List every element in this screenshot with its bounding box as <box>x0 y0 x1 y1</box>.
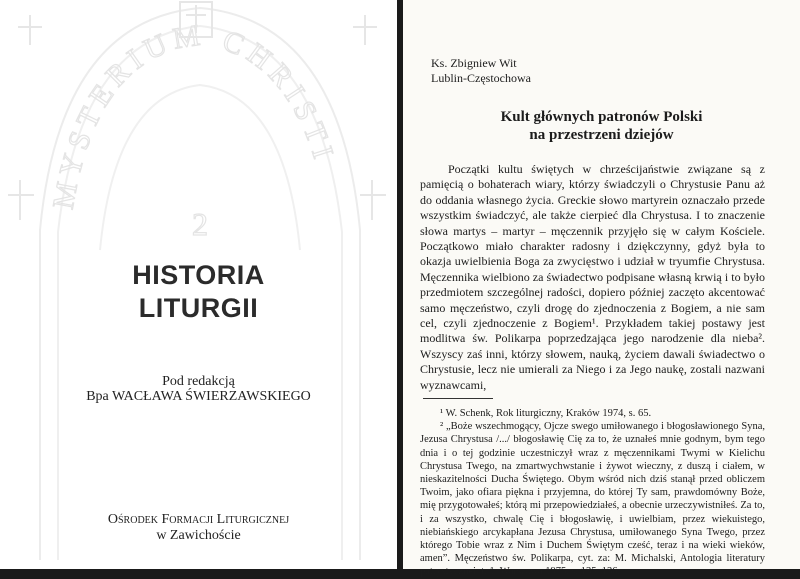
footnote-divider <box>423 398 493 399</box>
article-title-line1: Kult głównych patronów Polski <box>500 109 703 125</box>
article-location: Lublin-Częstochowa <box>431 71 531 85</box>
book-cover <box>0 0 397 569</box>
footnotes <box>420 407 765 579</box>
cover-title-line2: LITURGII <box>138 293 259 323</box>
editor-label: Pod redakcją <box>162 374 235 389</box>
editor-name: Bpa WACŁAWA ŚWIERZAWSKIEGO <box>86 389 311 404</box>
embossed-arch-text: MYSTERIUM CHRISTI <box>46 17 342 212</box>
body-paragraph: Początki kultu świętych w chrześcijaństwie związane są z pamięcią o bohaterach wiary, którzy świadczyli o Chrystusie Panu aż do oddania własnego życia. Greckie słowo martyrein oznaczało przede wszystkim świadczyć, ale także cierpieć dla Chrystusa. I to znaczenie słowa martys – martyr – męczennik przyjęło się w całym Kościele. Początkowo miało charakter radosny i dziękczynny, gdyż była to okazja uwielbienia Boga za zwycięstwo i udział w tryumfie Chrystusa. Męczennika wielbiono za świadectwo podpisane własną krwią i to było przedmiotem szczególnej radości, dopiero później zaczęto akcentować samo męczeństwo, czyli drogę do zjednoczenia z Bogiem, a nie sam cel, czyli zjednoczenie z Bogiem¹. Przykładem takiej postawy jest modlitwa św. Polikarpa poprzedzająca jego narodzenie dla nieba². Wszyscy zaś inni, którzy słowem, nauką, życiem dawali świadectwo o Chrystusie, lecz nie umierali za Niego i za Jego naukę, zostali nazwani wyznawcami, <box>420 162 765 392</box>
article-body <box>420 162 765 393</box>
footnote-1: ¹ W. Schenk, Rok liturgiczny, Kraków 1974, s. 65. <box>440 408 652 419</box>
publisher-line1: Ośrodek Formacji Liturgicznej <box>107 512 290 527</box>
svg-text:MYSTERIUM CHRISTI <box>47 18 342 212</box>
embossed-volume-number: 2 <box>192 206 208 242</box>
article-author: Ks. Zbigniew Wit <box>431 56 517 70</box>
article-page <box>403 0 800 578</box>
publisher-line2: w Zawichoście <box>156 528 241 543</box>
cover-title-line1: HISTORIA <box>132 260 265 290</box>
article-title-line2: na przestrzeni dziejów <box>529 127 674 143</box>
footnote-2: ² „Boże wszechmogący, Ojcze swego umiłowanego i błogosławionego Syna, Jezusa Chrystusa /.../ błogosławię Cię za to, że uznałeś mnie godnym, bym tego dnia i o tej godzinie uczestniczył wraz z męczennikami Twymi w Kielichu Chrystusa Twego, na zmartwychwstanie i żywot wieczny, z duszą i ciałem, w nieskazitelności Ducha Świętego. Obym wśród nich dziś stanął przed obliczem Twoim, jako ofiara piękna i przyjemna, do której Ty sam, prawdomówny Boże, mię przygotowałeś; którą mi przepowiedziałeś, a obecnie urzeczywistniłeś. Za to, i za wszystko, chwalę Cię i błogosławię, i uwielbiam, przez wiekuistego, niebiańskiego arcykapłana Jezusa Chrystusa, umiłowanego Syna Twego, przez którego Tobie wraz z Nim i Duchem Świętym cześć, teraz i na wieki wieków, amen”. Męczeństwo św. Polikarpa, cyt. za: M. Michalski, Antologia literatury patrystycznej, t. 1, Warszawa 1975, s. 135–136. <box>420 421 765 578</box>
